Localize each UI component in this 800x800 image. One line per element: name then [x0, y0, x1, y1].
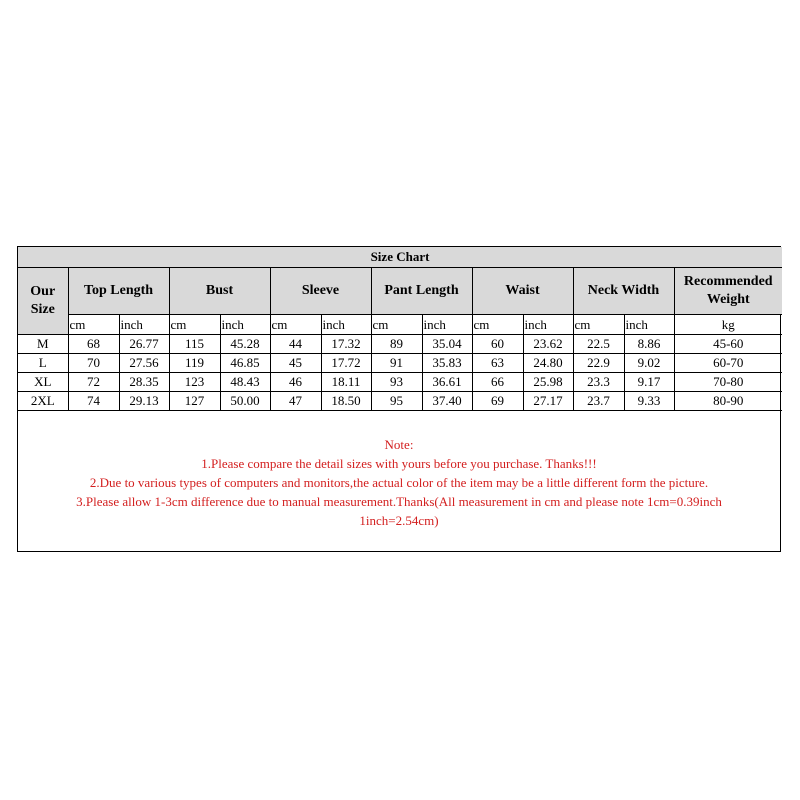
cell-bust-inch: 50.00: [220, 392, 270, 411]
cell-pant-inch: 37.40: [422, 392, 472, 411]
cell-sleeve-inch: 17.32: [321, 335, 371, 354]
cell-sleeve-cm: 44: [270, 335, 321, 354]
unit-inch: inch: [422, 315, 472, 335]
unit-kg: kg: [674, 315, 782, 335]
cell-bust-inch: 48.43: [220, 373, 270, 392]
header-size: Our Size: [18, 268, 68, 335]
cell-size: L: [18, 354, 68, 373]
cell-waist-inch: 23.62: [523, 335, 573, 354]
note-heading: Note:: [384, 437, 414, 452]
table-title: Size Chart: [18, 247, 782, 268]
table-row: [18, 354, 782, 373]
cell-size: 2XL: [18, 392, 68, 411]
unit-inch: inch: [523, 315, 573, 335]
cell-top-inch: 27.56: [119, 354, 169, 373]
unit-inch: inch: [119, 315, 169, 335]
cell-pant-cm: 91: [371, 354, 422, 373]
cell-top-cm: 68: [68, 335, 119, 354]
header-neck-width: Neck Width: [573, 268, 674, 315]
unit-cm: cm: [573, 315, 624, 335]
cell-weight: 70-80: [674, 373, 782, 392]
unit-row: [18, 315, 782, 335]
cell-neck-cm: 23.7: [573, 392, 624, 411]
size-chart-sheet: [17, 246, 781, 552]
header-sleeve: Sleeve: [270, 268, 371, 315]
cell-weight: 60-70: [674, 354, 782, 373]
unit-inch: inch: [321, 315, 371, 335]
header-bust: Bust: [169, 268, 270, 315]
cell-pant-inch: 36.61: [422, 373, 472, 392]
cell-bust-cm: 123: [169, 373, 220, 392]
cell-sleeve-inch: 18.11: [321, 373, 371, 392]
cell-waist-cm: 66: [472, 373, 523, 392]
header-pant-length: Pant Length: [371, 268, 472, 315]
note-line-1: 1.Please compare the detail sizes with yours before you purchase. Thanks!!!: [201, 456, 597, 471]
cell-pant-inch: 35.83: [422, 354, 472, 373]
cell-top-cm: 72: [68, 373, 119, 392]
cell-size: XL: [18, 373, 68, 392]
cell-neck-inch: 9.17: [624, 373, 674, 392]
unit-inch: inch: [220, 315, 270, 335]
cell-pant-cm: 89: [371, 335, 422, 354]
cell-pant-inch: 35.04: [422, 335, 472, 354]
cell-neck-cm: 22.5: [573, 335, 624, 354]
note-line-2: 2.Due to various types of computers and monitors,the actual color of the item may be a little different form the picture.: [89, 475, 709, 490]
unit-cm: cm: [169, 315, 220, 335]
header-row: [18, 268, 782, 315]
cell-sleeve-cm: 45: [270, 354, 321, 373]
size-chart-table: [18, 247, 782, 411]
cell-waist-inch: 27.17: [523, 392, 573, 411]
cell-weight: 45-60: [674, 335, 782, 354]
note-line-3: 3.Please allow 1-3cm difference due to manual measurement.Thanks(All measurement in cm and please note 1cm=0.39inch: [76, 494, 722, 509]
cell-sleeve-cm: 46: [270, 373, 321, 392]
cell-neck-inch: 9.33: [624, 392, 674, 411]
unit-cm: cm: [270, 315, 321, 335]
cell-sleeve-cm: 47: [270, 392, 321, 411]
cell-neck-cm: 22.9: [573, 354, 624, 373]
unit-cm: cm: [371, 315, 422, 335]
note-line-3-cont: 1inch=2.54cm): [359, 513, 439, 528]
header-top-length: Top Length: [68, 268, 169, 315]
unit-inch: inch: [624, 315, 674, 335]
unit-cm: cm: [472, 315, 523, 335]
cell-top-inch: 29.13: [119, 392, 169, 411]
cell-waist-cm: 60: [472, 335, 523, 354]
cell-waist-inch: 25.98: [523, 373, 573, 392]
table-row: [18, 373, 782, 392]
cell-top-cm: 70: [68, 354, 119, 373]
cell-sleeve-inch: 18.50: [321, 392, 371, 411]
unit-cm: cm: [68, 315, 119, 335]
cell-bust-cm: 119: [169, 354, 220, 373]
cell-neck-cm: 23.3: [573, 373, 624, 392]
cell-top-inch: 28.35: [119, 373, 169, 392]
cell-neck-inch: 9.02: [624, 354, 674, 373]
cell-bust-cm: 127: [169, 392, 220, 411]
cell-waist-cm: 69: [472, 392, 523, 411]
cell-waist-cm: 63: [472, 354, 523, 373]
cell-size: M: [18, 335, 68, 354]
table-row: [18, 335, 782, 354]
table-row: [18, 392, 782, 411]
cell-top-inch: 26.77: [119, 335, 169, 354]
cell-top-cm: 74: [68, 392, 119, 411]
notes-block: [18, 435, 780, 530]
header-waist: Waist: [472, 268, 573, 315]
cell-bust-inch: 45.28: [220, 335, 270, 354]
cell-neck-inch: 8.86: [624, 335, 674, 354]
cell-sleeve-inch: 17.72: [321, 354, 371, 373]
title-row: [18, 247, 782, 268]
cell-bust-cm: 115: [169, 335, 220, 354]
header-weight: Recommended Weight: [674, 268, 782, 315]
cell-weight: 80-90: [674, 392, 782, 411]
cell-waist-inch: 24.80: [523, 354, 573, 373]
cell-pant-cm: 93: [371, 373, 422, 392]
cell-bust-inch: 46.85: [220, 354, 270, 373]
cell-pant-cm: 95: [371, 392, 422, 411]
